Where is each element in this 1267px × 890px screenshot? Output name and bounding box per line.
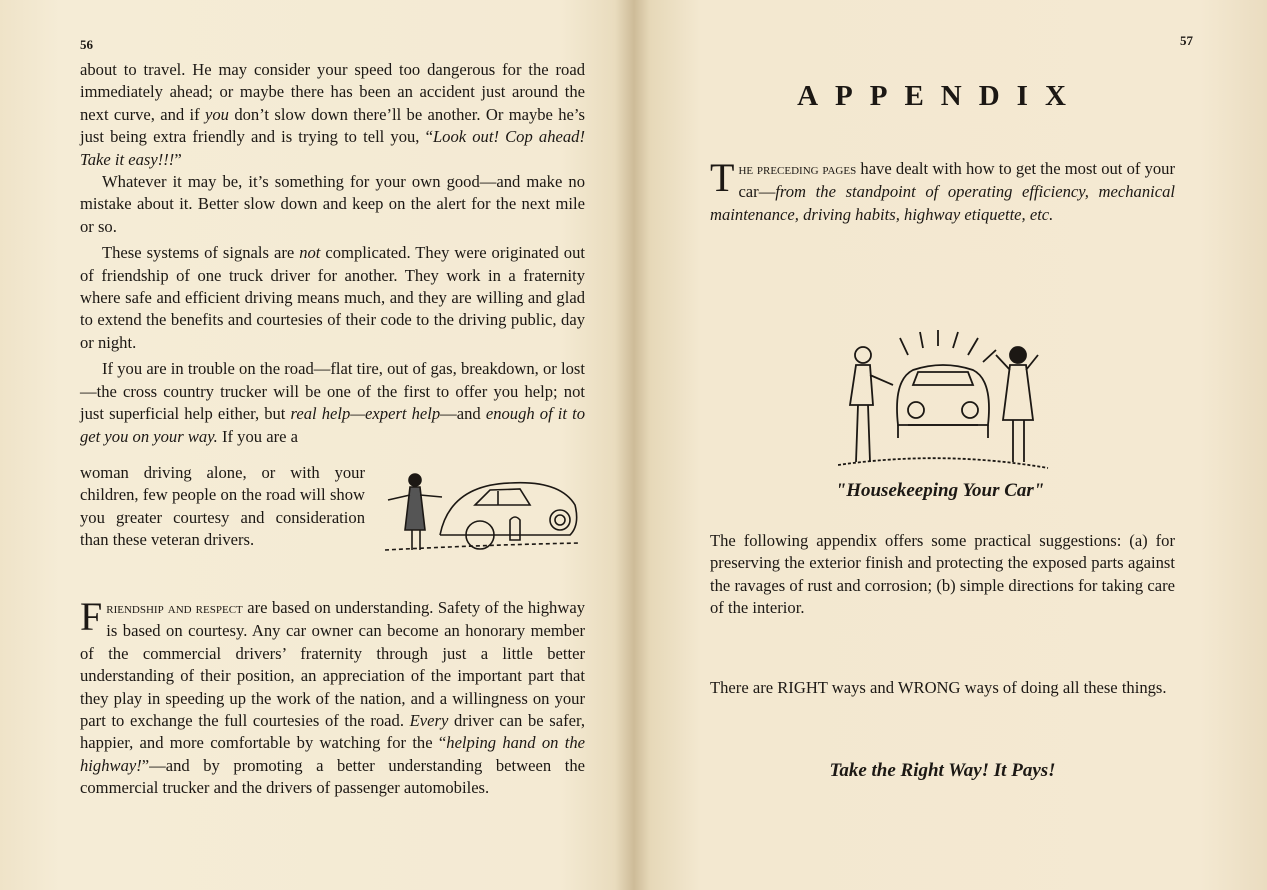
text-segment: driver can be safer, happier, and more comfortable by watching for the “	[80, 711, 585, 753]
text-segment: about to travel. He may consider your speed too dangerous for the road immediately ahead; or maybe there has been an accident just around the next curve, and if	[80, 60, 585, 124]
italic-text: not	[299, 243, 321, 263]
appendix-paragraph-1: The following appendix offers some practical suggestions: (a) for preserving the exterior finish and protecting the exposed parts against the ravages of rust and corrosion; (b) simple directions for taking care of the interior.	[710, 531, 1175, 618]
text-segment: If you are in trouble on the road—flat tire, out of gas, breakdown, or lost—the cross country trucker will be one of the first to offer you help; not just superficial help either, but	[80, 359, 585, 424]
illustration-caption: "Housekeeping Your Car"	[835, 480, 1045, 501]
drop-cap: T	[710, 155, 735, 200]
paragraph	[710, 155, 1175, 226]
wrap-paragraph: woman driving alone, or with your children, few people on the road will show you greater courtesy and consideration than these veteran drivers.	[80, 463, 365, 550]
drop-cap: F	[80, 594, 103, 639]
page-number: 56	[80, 37, 93, 52]
text-segment: These systems of signals are	[102, 243, 300, 263]
appendix-intro	[710, 155, 1175, 226]
paragraph	[80, 59, 585, 171]
text-segment: don’t slow down there’ll be another. Or maybe he’s just being extra friendly and is trying to tell you, “	[80, 104, 585, 147]
paragraph	[80, 242, 585, 354]
text-segment: ”—and by promoting a better understanding between the commercial trucker and the drivers of passenger automobiles.	[80, 755, 585, 798]
text-segment: complicated. They were originated out of friendship of one truck driver for another. They work in a fraternity where safe and efficient driving means much, and they are willing and glad to extend the benefits and courtesies of their code to the driving public, day or night.	[80, 243, 585, 352]
small-caps-lead: he preceding pages	[738, 162, 857, 178]
text-segment: Whatever it may be, it’s something for your own good—and make no mistake about it. Better slow down and keep on the alert for the next mile or so.	[80, 172, 585, 236]
italic-text: from the standpoint of operating efficiency, mechanical maintenance, driving habits, highway etiquette, etc.	[710, 182, 1175, 224]
appendix-heading: APPENDIX	[797, 80, 1083, 112]
italic-text: you	[205, 104, 229, 124]
text-segment: ”	[174, 149, 182, 169]
italic-text: real help—expert help	[290, 404, 441, 424]
text-segment: have dealt with how to get the most out of your car—	[738, 159, 1175, 202]
text-segment: are based on understanding. Safety of the highway is based on courtesy. Any car owner can become an honorary member of the commercial drivers’ fraternity through just a little better understanding of their position, an appreciation of the important part that they play in speeding up the work of the nation, and a willingness on your part to exchange the full courtesies of the road.	[80, 598, 585, 731]
italic-text: enough of it to get you on your way.	[80, 404, 585, 446]
housekeeping-car-illustration	[838, 330, 1053, 475]
paragraph	[80, 171, 585, 238]
left-page-text	[80, 59, 585, 448]
woman-flat-tire-illustration	[380, 465, 585, 560]
text-segment: If you are a	[217, 426, 298, 446]
page-number: 57	[1180, 33, 1193, 48]
paragraph	[80, 358, 585, 448]
italic-text: Look out! Cop ahead! Take it easy!!!	[80, 127, 585, 169]
italic-text: Every	[409, 711, 449, 731]
paragraph	[80, 594, 585, 800]
text-segment: —and	[440, 404, 486, 424]
motto: Take the Right Way! It Pays!	[829, 760, 1056, 781]
small-caps-lead: riendship and respect	[106, 601, 243, 617]
appendix-paragraph-2: There are RIGHT ways and WRONG ways of doing all these things.	[710, 678, 1167, 697]
friendship-section	[80, 594, 585, 800]
italic-text: helping hand on the highway!	[80, 733, 585, 775]
